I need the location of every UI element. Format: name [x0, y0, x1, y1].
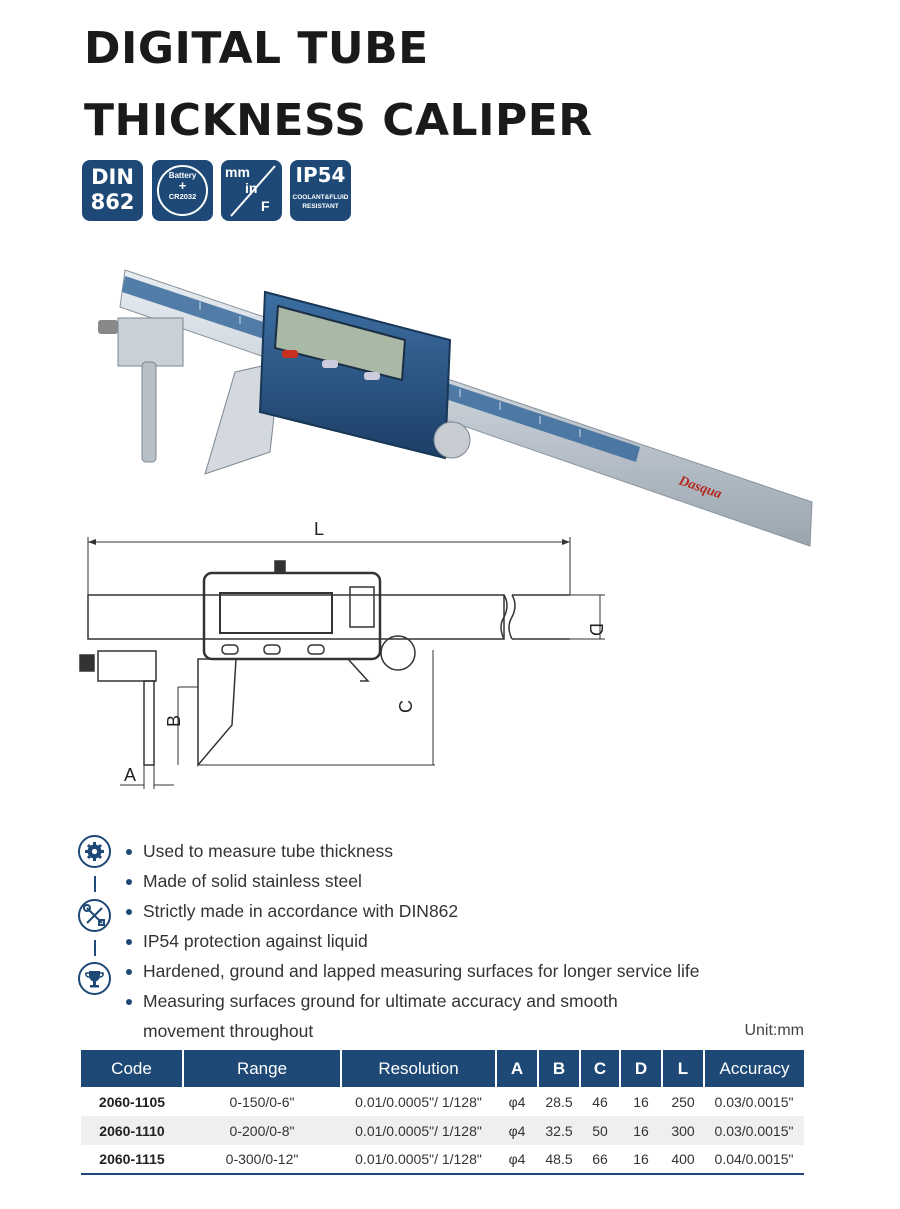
header-d: D	[620, 1050, 662, 1087]
table-header-row	[81, 1050, 804, 1087]
cell-l: 250	[671, 1093, 695, 1110]
cell-b: 28.5	[545, 1093, 573, 1110]
din-badge: DIN 862	[82, 160, 143, 221]
cell-l: 400	[662, 1145, 704, 1174]
cell-d: 16	[620, 1116, 662, 1145]
cell-range: 0-200/0-8"	[183, 1116, 341, 1145]
list-item: Made of solid stainless steel	[124, 866, 744, 896]
header-resolution: Resolution	[341, 1050, 496, 1087]
cell-c: 46	[592, 1093, 608, 1110]
header-b: B	[538, 1050, 580, 1087]
spec-table	[81, 1050, 804, 1175]
cell-code: 2060-1115	[81, 1145, 183, 1174]
tools-icon	[78, 899, 111, 932]
header-l: L	[662, 1050, 704, 1087]
gear-icon	[78, 835, 111, 868]
list-item: Used to measure tube thickness	[124, 836, 744, 866]
ip54-badge: IP54 COOLANT&FLUID RESISTANT	[290, 160, 351, 221]
label-b: B	[164, 714, 184, 727]
cell-b: 32.5	[538, 1116, 580, 1145]
header-a: A	[496, 1050, 538, 1087]
cell-accuracy: 0.04/0.0015"	[704, 1145, 804, 1174]
unit-label: Unit:mm	[744, 1022, 804, 1039]
cell-resolution: 0.01/0.0005"/ 1/128"	[341, 1145, 496, 1174]
cell-a: φ4	[496, 1116, 538, 1145]
list-item: Measuring surfaces ground for ultimate accuracy and smooth movement throughout	[124, 986, 644, 1046]
header-c: C	[580, 1050, 620, 1087]
cell-resolution: 0.01/0.0005"/ 1/128"	[355, 1093, 482, 1110]
table-row	[81, 1087, 804, 1116]
cell-code: 2060-1110	[81, 1116, 183, 1145]
cell-a: φ4	[496, 1145, 538, 1174]
battery-badge: Battery + CR2032	[152, 160, 213, 221]
cell-range: 0-150/0-6"	[229, 1093, 295, 1110]
product-photo	[80, 262, 820, 552]
list-item: IP54 protection against liquid	[124, 926, 744, 956]
cell-resolution: 0.01/0.0005"/ 1/128"	[341, 1116, 496, 1145]
units-badge: mm in F	[221, 160, 282, 221]
cell-l: 300	[662, 1116, 704, 1145]
label-a: A	[124, 765, 137, 785]
brand-logo: Dasqua	[676, 473, 724, 503]
cell-accuracy: 0.03/0.0015"	[704, 1116, 804, 1145]
label-l: L	[314, 519, 325, 539]
cell-range: 0-300/0-12"	[183, 1145, 341, 1174]
title-line-1: DIGITAL TUBE	[84, 23, 429, 74]
cell-c: 66	[580, 1145, 620, 1174]
trophy-icon	[78, 962, 111, 995]
technical-drawing	[70, 515, 630, 805]
cell-c: 50	[580, 1116, 620, 1145]
table-row	[81, 1116, 804, 1145]
cell-b: 48.5	[538, 1145, 580, 1174]
cell-d: 16	[620, 1145, 662, 1174]
list-item: Hardened, ground and lapped measuring surfaces for longer service life	[124, 956, 744, 986]
header-accuracy: Accuracy	[704, 1050, 804, 1087]
title-line-2: THICKNESS CALIPER	[84, 95, 593, 146]
header-code: Code	[81, 1050, 183, 1087]
header-range: Range	[183, 1050, 341, 1087]
list-item: Strictly made in accordance with DIN862	[124, 896, 744, 926]
cell-accuracy: 0.03/0.0015"	[714, 1093, 794, 1110]
cell-d: 16	[633, 1093, 649, 1110]
label-d: D	[586, 623, 606, 636]
cell-a: φ4	[508, 1093, 526, 1110]
table-row	[81, 1145, 804, 1174]
label-c: C	[396, 700, 416, 713]
cell-code: 2060-1105	[98, 1093, 166, 1110]
feature-list	[124, 836, 744, 1046]
